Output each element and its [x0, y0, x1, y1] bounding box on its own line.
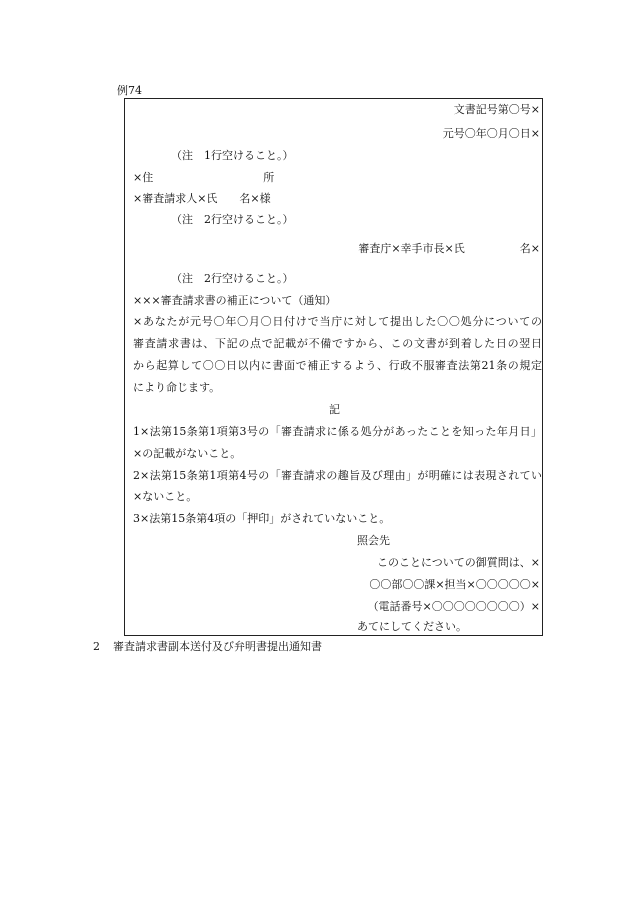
notice-subject: ×××審査請求書の補正について（通知） [133, 294, 337, 307]
contact-line: 〇〇部〇〇課×担当×〇〇〇〇〇× [369, 578, 540, 591]
note-two-lines-a: （注 2行空けること。） [171, 213, 294, 226]
item-line: 3×法第15条第4項の「押印」がされていないこと。 [133, 512, 391, 525]
next-section-heading [93, 640, 322, 654]
addressee-address: ×住 所 [133, 171, 275, 184]
note-one-line: （注 1行空けること。） [171, 149, 294, 162]
item-line: ×ないこと。 [133, 490, 198, 503]
body-line: から起算して〇〇日以内に書面で補正するよう、行政不服審査法第21条の規定 [133, 359, 542, 372]
body-line: により命じます。 [133, 381, 221, 394]
ki-heading: 記 [329, 403, 340, 416]
item-line: ×の記載がないこと。 [133, 447, 242, 460]
item-line: 2×法第15条第1項第4号の「審査請求の趣旨及び理由」が明確には表現されてい [133, 469, 542, 482]
section-title: 審査請求書副本送付及び弁明書提出通知書 [113, 640, 322, 653]
doc-number: 文書記号第〇号× [453, 103, 540, 116]
addressee-name: ×審査請求人×氏 名×様 [133, 192, 271, 205]
body-line: ×あなたが元号〇年〇月〇日付けで当庁に対して提出した〇〇処分についての [133, 315, 542, 328]
section-number: 2 [93, 640, 100, 653]
notice-frame [124, 98, 543, 636]
contact-line: （電話番号×〇〇〇〇〇〇〇〇）× [367, 600, 540, 613]
example-label: 例74 [117, 84, 142, 97]
contact-line: このことについての御質問は、× [366, 556, 540, 569]
item-line: 1×法第15条第1項第3号の「審査請求に係る処分があったことを知った年月日」 [133, 425, 542, 438]
contact-line: あてにしてください。 [357, 620, 467, 633]
note-two-lines-b: （注 2行空けること。） [171, 272, 294, 285]
body-line: 審査請求書は、下記の点で記載が不備ですから、この文書が到着した日の翌日 [133, 337, 542, 350]
notice-date: 元号〇年〇月〇日× [442, 127, 540, 140]
contact-heading: 照会先 [357, 534, 390, 547]
sender-line: 審査庁×幸手市長×氏 名× [358, 242, 540, 255]
